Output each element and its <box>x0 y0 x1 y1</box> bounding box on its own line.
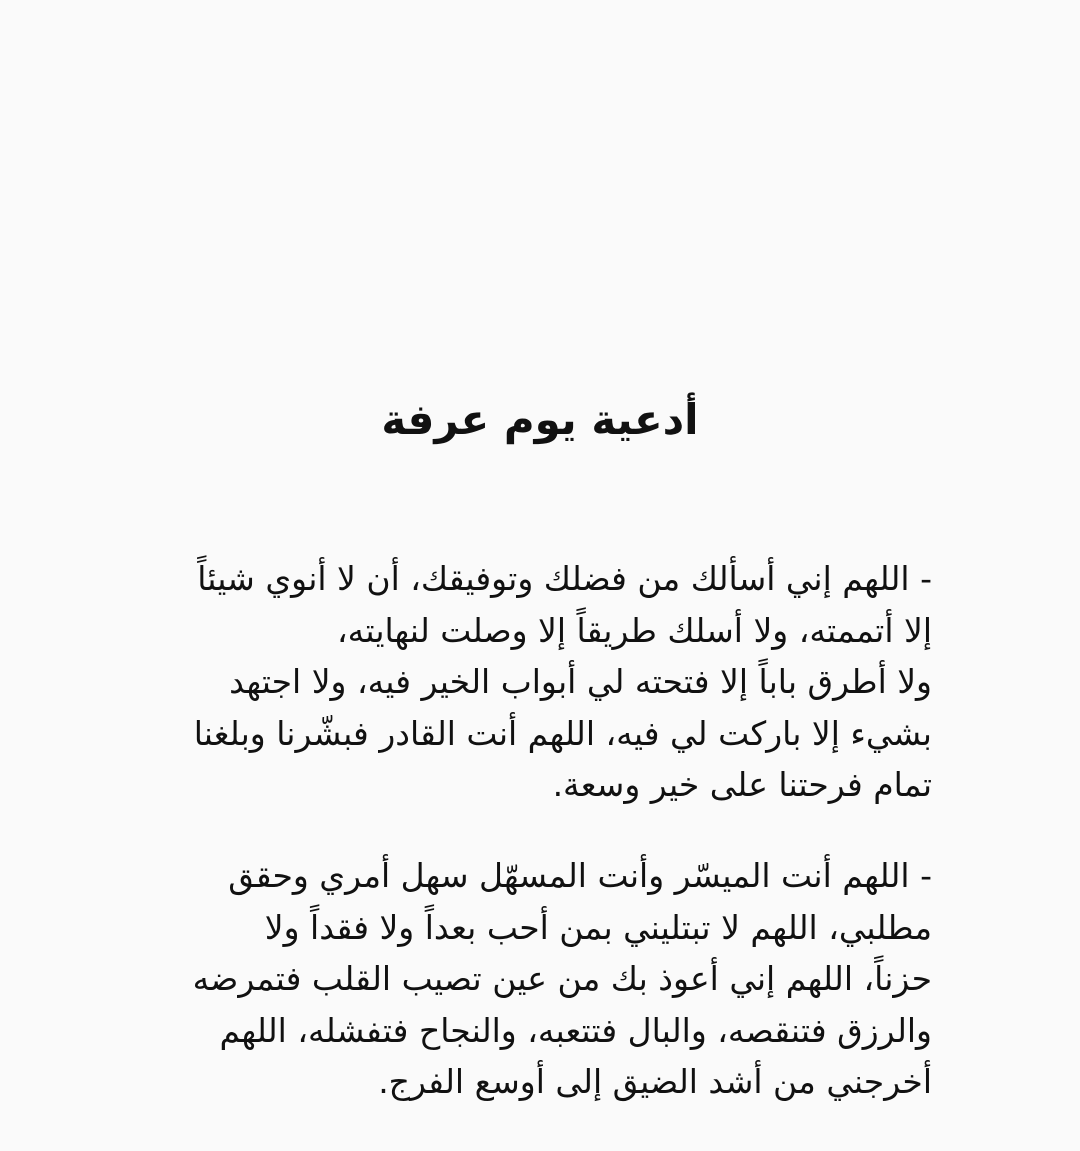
prayer-2-line-2: مطلبي، اللهم لا تبتليني بمن أحب بعداً ولا فقداً ولا <box>264 907 932 947</box>
prayer-1-line-2: إلا أتممته، ولا أسلك طريقاً إلا وصلت لنهايته، <box>337 610 932 650</box>
prayer-1-line-1: - اللهم إني أسألك من فضلك وتوفيقك، أن لا أنوي شيئاً <box>197 559 932 598</box>
prayer-paragraph-2 <box>142 850 932 1108</box>
prayer-2-line-4: والرزق فتنقصه، والبال فتتعبه، والنجاح فتفشله، اللهم <box>219 1010 932 1050</box>
prayer-1-line-5: تمام فرحتنا على خير وسعة. <box>552 765 932 804</box>
prayer-2-line-3: حزناً، اللهم إني أعوذ بك من عين تصيب القلب فتمرضه <box>192 959 932 998</box>
prayer-2-line-1: - اللهم أنت الميسّر وأنت المسهّل سهل أمري وحقق <box>228 856 932 895</box>
prayer-1-line-3: ولا أطرق باباً إلا فتحته لي أبواب الخير فيه، ولا اجتهد <box>229 662 932 701</box>
prayer-paragraph-1 <box>142 553 932 811</box>
page-title: أدعية يوم عرفة <box>381 395 699 444</box>
prayer-2-line-5: أخرجني من أشد الضيق إلى أوسع الفرج. <box>378 1062 932 1101</box>
prayer-1-line-4: بشيء إلا باركت لي فيه، اللهم أنت القادر فبشّرنا وبلغنا <box>193 713 932 753</box>
